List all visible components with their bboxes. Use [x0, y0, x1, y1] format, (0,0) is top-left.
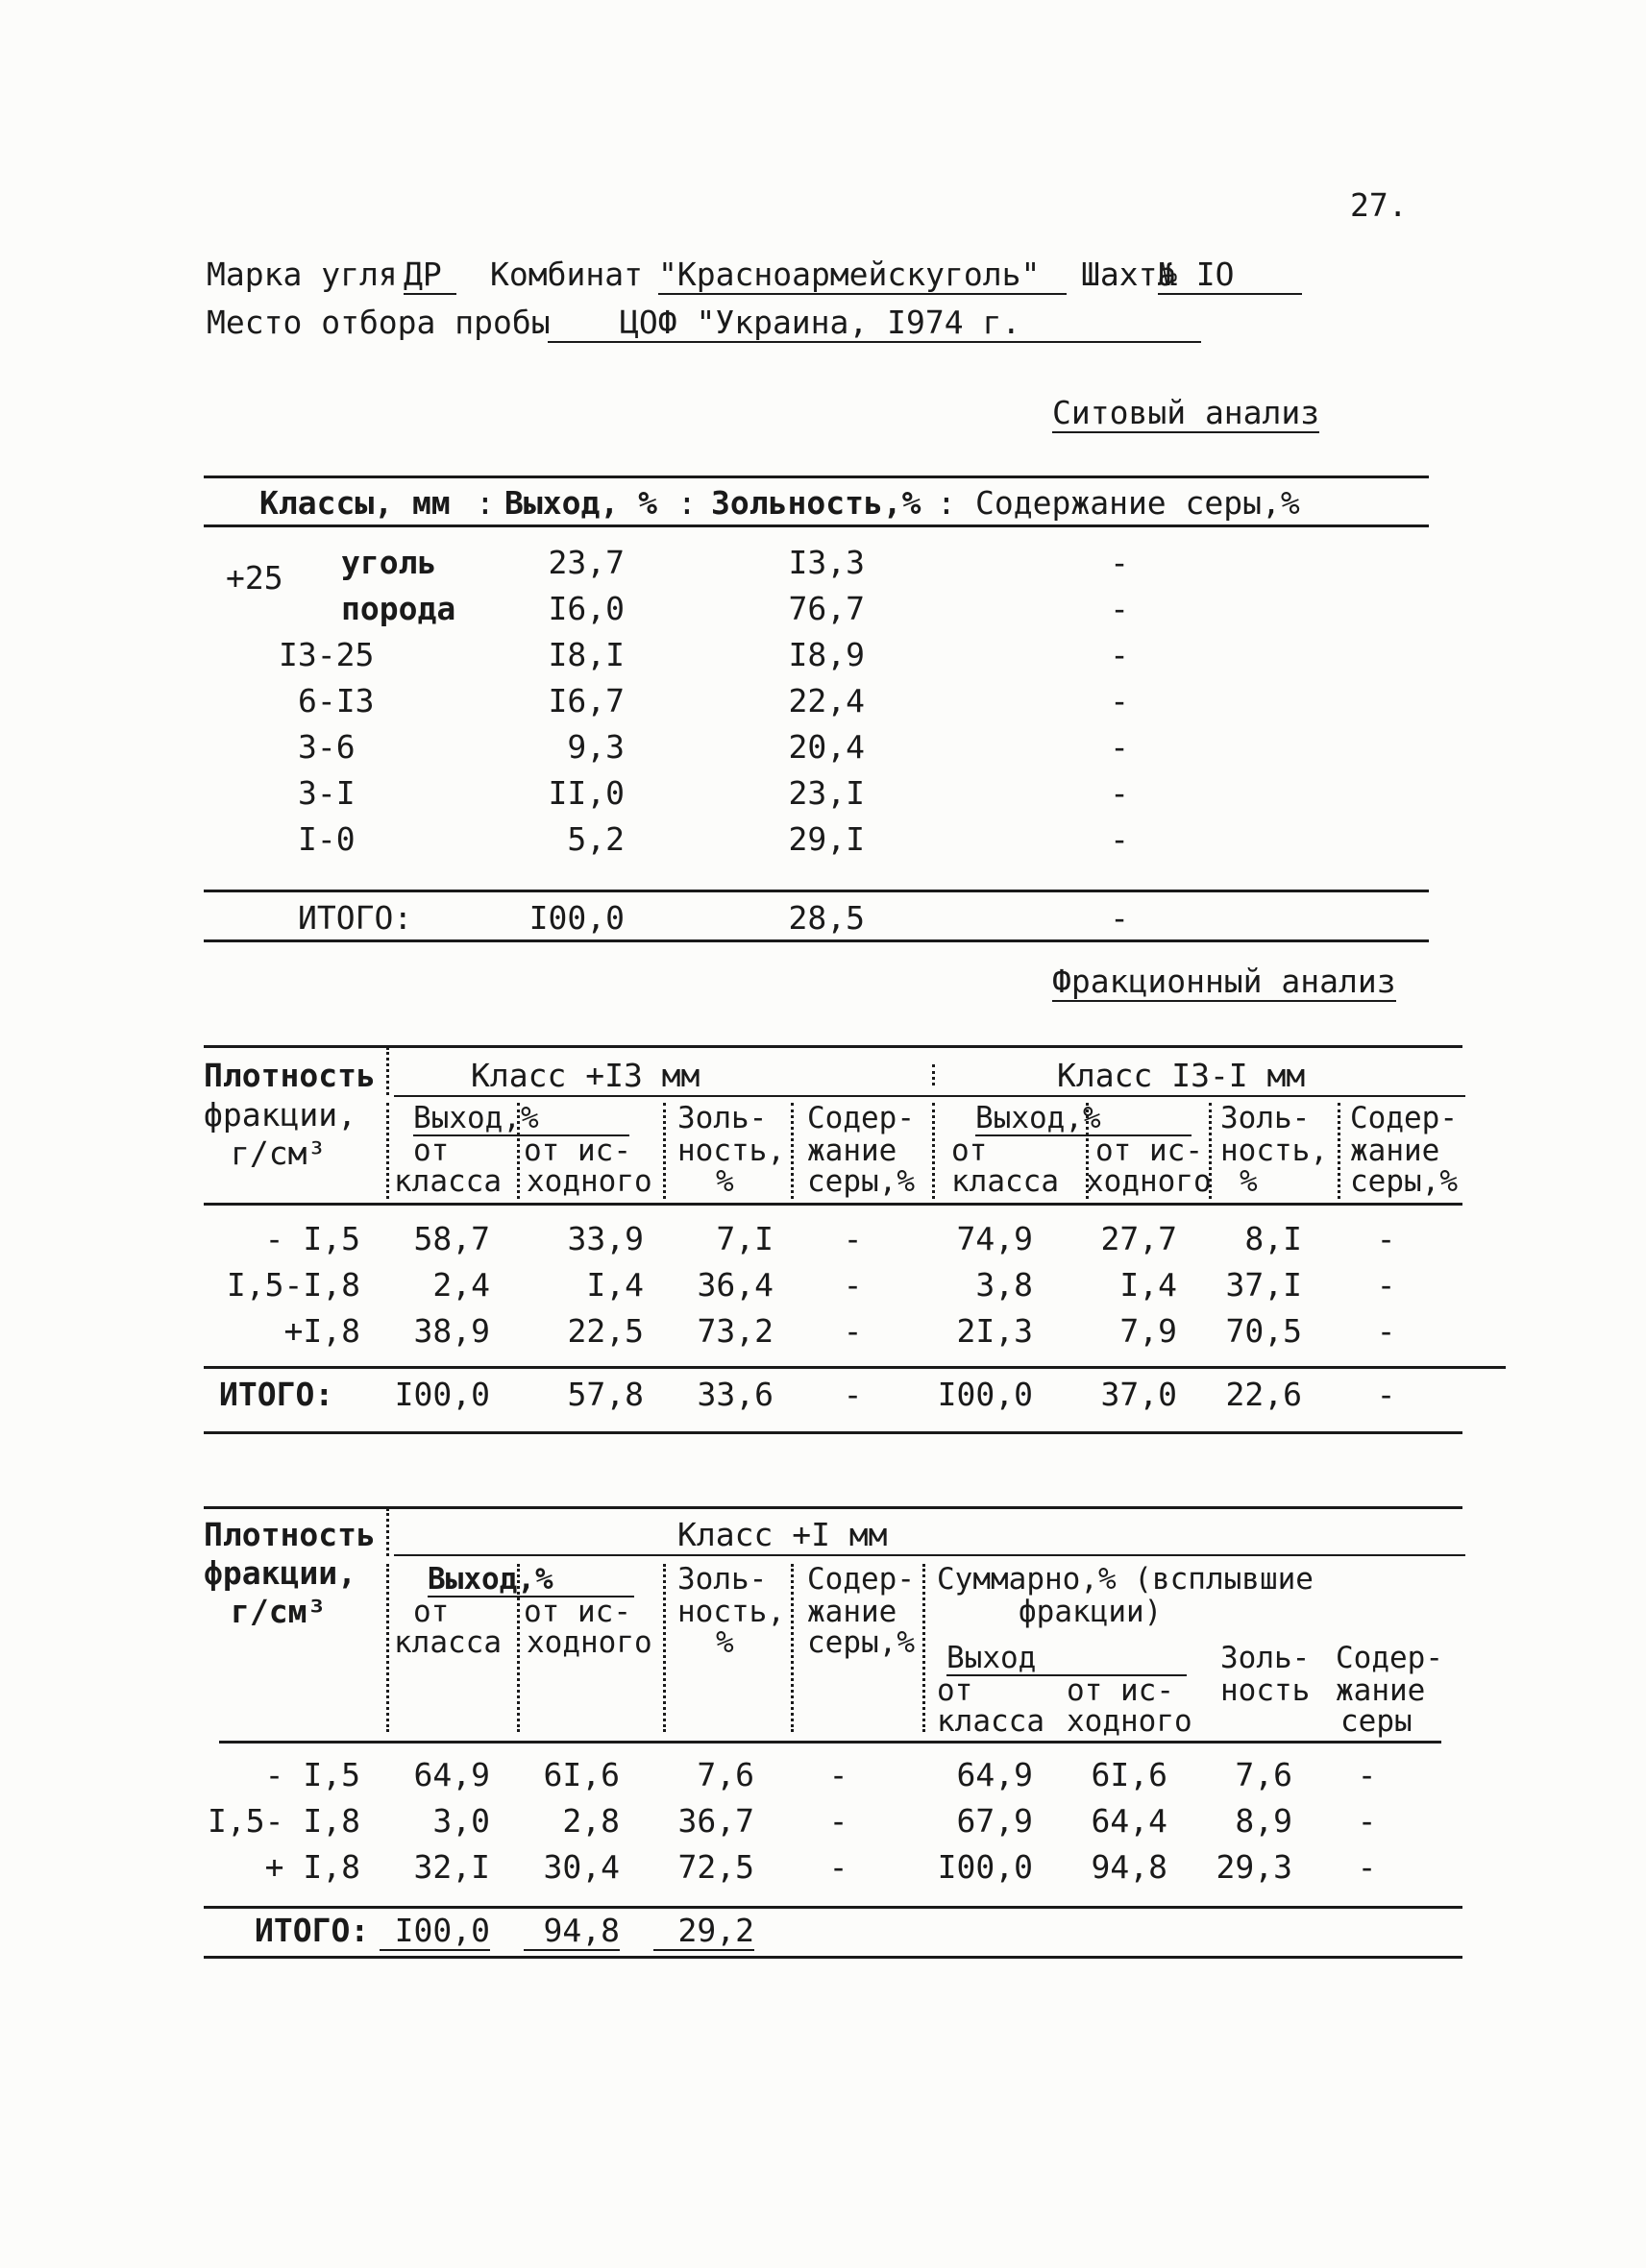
fraction-column-dots	[1338, 1103, 1340, 1199]
cumulative-sum-from-class: от	[937, 1673, 973, 1708]
fraction-density-cell: I,5-I,8	[226, 1266, 360, 1304]
fraction-total-b-sulfur-cell: -	[1376, 1376, 1396, 1413]
fraction-a-source-cell: 33,9	[567, 1220, 644, 1257]
sieve-header-sep: :	[476, 484, 495, 522]
fraction-a-sulfur-cell: -	[843, 1312, 863, 1350]
cumulative-source-cell: 30,4	[543, 1848, 620, 1886]
fraction-header-rule	[204, 1203, 1462, 1206]
cumulative-sum-sulfur: серы	[1340, 1704, 1413, 1739]
sieve-ash-cell: 76,7	[788, 590, 865, 627]
sieve-total-rule	[204, 890, 1429, 892]
sieve-yield-cell: 9,3	[567, 728, 625, 766]
cumulative-sum-sulfur: Содер-	[1336, 1641, 1443, 1675]
cumulative-density-cell: I,5- I,8	[208, 1802, 360, 1840]
fraction-b-source-cell: I,4	[1119, 1266, 1177, 1304]
cumulative-sulfur: серы,%	[807, 1625, 915, 1660]
cumulative-sum-yield: Выход	[946, 1643, 1187, 1676]
cumulative-total-class: I00,0	[380, 1914, 490, 1951]
cumulative-sulfur: жание	[807, 1595, 897, 1629]
sample-label: Место отбора пробы	[207, 304, 551, 341]
cumulative-sum-source-cell: 6I,6	[1091, 1756, 1167, 1793]
fraction-a-ash: ность,	[677, 1134, 785, 1168]
cumulative-class-c: Класс +I мм	[677, 1516, 888, 1553]
sieve-total-ash: 28,5	[788, 899, 865, 937]
fraction-total-a-ash-cell: 33,6	[697, 1376, 774, 1413]
sieve-ash-cell: 23,I	[788, 774, 865, 812]
fraction-b-sulfur: серы,%	[1350, 1164, 1458, 1199]
fraction-b-from-class: класса	[951, 1164, 1059, 1199]
fraction-b-ash-cell: 8,I	[1244, 1220, 1302, 1257]
fraction-a-from-class: от	[413, 1134, 450, 1168]
fraction-a-sulfur-cell: -	[843, 1220, 863, 1257]
cumulative-sum-ash: ность	[1220, 1673, 1311, 1708]
cumulative-sulfur-cell: -	[828, 1756, 848, 1793]
cumulative-sum-head: Суммарно,% (всплывшие	[937, 1562, 1314, 1597]
sieve-total-label: ИТОГО:	[298, 899, 413, 937]
sieve-yield-cell: 23,7	[548, 544, 625, 581]
sieve-class-cell: 6-I3	[298, 682, 375, 719]
cumulative-density-cell: + I,8	[264, 1848, 360, 1886]
fraction-b-ash-cell: 37,I	[1225, 1266, 1302, 1304]
fraction-density-head: Плотность	[204, 1057, 376, 1094]
brand-label: Марка угля	[207, 256, 398, 293]
fraction-a-class-cell: 58,7	[413, 1220, 490, 1257]
fraction-column-dots	[1209, 1103, 1212, 1199]
fraction-b-class-cell: 2I,3	[956, 1312, 1033, 1350]
cumulative-from-source: ходного	[527, 1625, 652, 1660]
sieve-yield-cell: II,0	[548, 774, 625, 812]
sieve-total-sulfur: -	[1110, 899, 1129, 937]
fraction-a-class-cell: 38,9	[413, 1312, 490, 1350]
cumulative-sum-sulfur-cell: -	[1357, 1848, 1377, 1886]
fraction-a-from-class: класса	[394, 1164, 502, 1199]
cumulative-class-cell: 32,I	[413, 1848, 490, 1886]
sieve-sulfur-cell: -	[1110, 774, 1129, 812]
fraction-b-sulfur: Содер-	[1350, 1101, 1458, 1135]
cumulative-ash: %	[716, 1625, 734, 1660]
cumulative-source-cell: 2,8	[562, 1802, 620, 1840]
fraction-a-from-source: от ис-	[524, 1134, 631, 1168]
sieve-top-rule	[204, 476, 1429, 478]
cumulative-ash-cell: 36,7	[677, 1802, 754, 1840]
cumulative-source-cell: 6I,6	[543, 1756, 620, 1793]
cumulative-density-head: Плотность	[204, 1516, 376, 1553]
fraction-a-ash: %	[716, 1164, 734, 1199]
fraction-a-source-cell: 22,5	[567, 1312, 644, 1350]
sieve-sulfur-cell: -	[1110, 544, 1129, 581]
fraction-column-dots	[663, 1103, 666, 1199]
brand-value: ДР	[404, 257, 456, 295]
cumulative-sum-from-source: ходного	[1067, 1704, 1192, 1739]
cumulative-sum-sulfur-cell: -	[1357, 1802, 1377, 1840]
mine-label: Шахта	[1081, 256, 1177, 293]
cumulative-bottom-rule	[204, 1956, 1462, 1959]
cumulative-sum-class-cell: 64,9	[956, 1756, 1033, 1793]
cumulative-density-cell: - I,5	[264, 1756, 360, 1793]
fraction-a-from-source: ходного	[527, 1164, 652, 1199]
combine-label: Комбинат	[490, 256, 643, 293]
fraction-density-head: фракции,	[204, 1096, 356, 1134]
cumulative-column-dots	[922, 1564, 925, 1732]
sieve-header-sep: :	[677, 484, 697, 522]
sieve-sulfur-cell: -	[1110, 636, 1129, 673]
cumulative-sum-class-cell: 67,9	[956, 1802, 1033, 1840]
fraction-column-dots	[932, 1064, 935, 1085]
cumulative-sum-sulfur-cell: -	[1357, 1756, 1377, 1793]
fraction-b-from-class: от	[951, 1134, 988, 1168]
sieve-ash-cell: 20,4	[788, 728, 865, 766]
fraction-b-sulfur-cell: -	[1376, 1266, 1396, 1304]
cumulative-sum-class-cell: I00,0	[937, 1848, 1033, 1886]
sieve-class-cell: I3-25	[279, 636, 375, 673]
fraction-top-rule	[204, 1045, 1462, 1048]
fraction-a-class-cell: 2,4	[432, 1266, 490, 1304]
cumulative-header-rule	[219, 1741, 1441, 1744]
fraction-column-dots	[791, 1103, 794, 1199]
cumulative-sulfur-cell: -	[828, 1802, 848, 1840]
cumulative-sum-ash-cell: 29,3	[1216, 1848, 1292, 1886]
cumulative-sulfur-cell: -	[828, 1848, 848, 1886]
sieve-header-yield: Выход, %	[504, 484, 657, 522]
fraction-density-cell: - I,5	[264, 1220, 360, 1257]
fraction-total-density-cell: ИТОГО:	[219, 1376, 334, 1413]
cumulative-from-source: от ис-	[524, 1595, 631, 1629]
cumulative-column-dots	[791, 1564, 794, 1732]
sieve-sulfur-cell: -	[1110, 682, 1129, 719]
cumulative-ash-cell: 72,5	[677, 1848, 754, 1886]
sieve-class-cell: порода	[341, 590, 456, 627]
fraction-b-from-source: от ис-	[1095, 1134, 1203, 1168]
cumulative-class-cell: 3,0	[432, 1802, 490, 1840]
fraction-b-from-source: ходного	[1086, 1164, 1212, 1199]
cumulative-sum-sulfur: жание	[1336, 1673, 1426, 1708]
sieve-sulfur-cell: -	[1110, 820, 1129, 858]
fraction-a-sulfur: Содер-	[807, 1101, 915, 1135]
cumulative-from-class: класса	[394, 1625, 502, 1660]
fraction-b-class-cell: 3,8	[975, 1266, 1033, 1304]
cumulative-density-head: фракции,	[204, 1554, 356, 1592]
cumulative-sum-head: фракции)	[1019, 1595, 1163, 1629]
sieve-class-cell: 3-6	[298, 728, 356, 766]
sieve-yield-cell: 5,2	[567, 820, 625, 858]
fraction-title: Фракционный анализ	[1052, 963, 1396, 1000]
fraction-b-source-cell: 27,7	[1100, 1220, 1177, 1257]
sieve-sulfur-cell: -	[1110, 728, 1129, 766]
sieve-sulfur-cell: -	[1110, 590, 1129, 627]
sieve-ash-cell: 29,I	[788, 820, 865, 858]
cumulative-total-rule	[204, 1906, 1462, 1909]
fraction-b-ash: ность,	[1220, 1134, 1328, 1168]
fraction-total-a-source-cell: 57,8	[567, 1376, 644, 1413]
sieve-total-yield: I00,0	[528, 899, 625, 937]
fraction-a-ash-cell: 7,I	[716, 1220, 774, 1257]
sieve-yield-cell: I6,0	[548, 590, 625, 627]
cumulative-sum-from-source: от ис-	[1067, 1673, 1174, 1708]
sieve-yield-cell: I6,7	[548, 682, 625, 719]
fraction-total-rule	[204, 1366, 1506, 1369]
fraction-a-sulfur: серы,%	[807, 1164, 915, 1199]
fraction-b-ash-cell: 70,5	[1225, 1312, 1302, 1350]
sieve-title: Ситовый анализ	[1052, 394, 1320, 431]
cumulative-from-class: от	[413, 1595, 450, 1629]
sieve-ash-cell: 22,4	[788, 682, 865, 719]
fraction-total-b-class-cell: I00,0	[937, 1376, 1033, 1413]
sieve-header-rule	[204, 524, 1429, 527]
fraction-column-dots	[932, 1103, 935, 1199]
fraction-bottom-rule	[204, 1431, 1462, 1434]
mine-value: № IO	[1158, 257, 1302, 295]
fraction-a-yield-head: Выход,%	[413, 1103, 629, 1136]
fraction-b-sulfur-cell: -	[1376, 1312, 1396, 1350]
sieve-class-cell: I-0	[298, 820, 356, 858]
sieve-big-class: +25	[226, 559, 283, 597]
fraction-total-a-sulfur-cell: -	[843, 1376, 863, 1413]
fraction-total-b-source-cell: 37,0	[1100, 1376, 1177, 1413]
fraction-class-rule	[394, 1095, 1465, 1097]
sieve-class-cell: уголь	[341, 544, 437, 581]
cumulative-total-label: ИТОГО:	[255, 1912, 370, 1949]
fraction-column-dots	[517, 1103, 520, 1199]
sieve-header-sep: :	[937, 484, 956, 522]
fraction-density-cell: +I,8	[283, 1312, 360, 1350]
combine-value: "Красноармейскуголь"	[658, 257, 1067, 295]
sieve-class-cell: 3-I	[298, 774, 356, 812]
cumulative-total-ash: 29,2	[653, 1914, 754, 1951]
fraction-total-b-ash-cell: 22,6	[1225, 1376, 1302, 1413]
cumulative-class-cell: 64,9	[413, 1756, 490, 1793]
sieve-bottom-rule	[204, 939, 1429, 942]
fraction-a-sulfur-cell: -	[843, 1266, 863, 1304]
fraction-b-sulfur-cell: -	[1376, 1220, 1396, 1257]
fraction-class-b: Класс I3-I мм	[1057, 1057, 1306, 1094]
cumulative-density-head: г/см³	[231, 1593, 327, 1630]
fraction-density-head: г/см³	[231, 1134, 327, 1172]
fraction-b-source-cell: 7,9	[1119, 1312, 1177, 1350]
fraction-column-dots	[386, 1047, 389, 1095]
cumulative-class-rule	[394, 1554, 1465, 1556]
cumulative-ash: Золь-	[677, 1562, 768, 1597]
fraction-column-dots	[386, 1103, 389, 1199]
fraction-a-ash-cell: 36,4	[697, 1266, 774, 1304]
cumulative-column-dots	[386, 1564, 389, 1732]
cumulative-sum-ash: Золь-	[1220, 1641, 1311, 1675]
sieve-header-ash: Зольность,%	[711, 484, 921, 522]
sieve-header-sulfur: Содержание серы,%	[975, 484, 1300, 522]
cumulative-column-dots	[517, 1564, 520, 1732]
cumulative-column-dots	[663, 1564, 666, 1732]
fraction-b-ash: Золь-	[1220, 1101, 1311, 1135]
fraction-a-ash-cell: 73,2	[697, 1312, 774, 1350]
fraction-total-a-class-cell: I00,0	[394, 1376, 490, 1413]
sieve-ash-cell: I3,3	[788, 544, 865, 581]
cumulative-sulfur: Содер-	[807, 1562, 915, 1597]
sieve-yield-cell: I8,I	[548, 636, 625, 673]
cumulative-ash: ность,	[677, 1595, 785, 1629]
sieve-header-class: Классы, мм	[259, 484, 451, 522]
cumulative-yield-head: Выход,%	[428, 1564, 634, 1597]
fraction-column-dots	[1086, 1103, 1089, 1199]
cumulative-ash-cell: 7,6	[697, 1756, 754, 1793]
sample-value: ЦОФ "Украина, I974 г.	[548, 305, 1201, 343]
fraction-a-sulfur: жание	[807, 1134, 897, 1168]
fraction-b-sulfur: жание	[1350, 1134, 1440, 1168]
cumulative-column-dots	[386, 1508, 389, 1556]
cumulative-sum-ash-cell: 8,9	[1235, 1802, 1292, 1840]
cumulative-sum-source-cell: 94,8	[1091, 1848, 1167, 1886]
cumulative-sum-source-cell: 64,4	[1091, 1802, 1167, 1840]
fraction-class-a: Класс +I3 мм	[471, 1057, 700, 1094]
fraction-b-yield-head: Выход,%	[975, 1103, 1192, 1136]
page-number: 27.	[1350, 186, 1408, 224]
cumulative-sum-from-class: класса	[937, 1704, 1044, 1739]
sieve-ash-cell: I8,9	[788, 636, 865, 673]
fraction-b-ash: %	[1240, 1164, 1258, 1199]
fraction-a-ash: Золь-	[677, 1101, 768, 1135]
cumulative-sum-ash-cell: 7,6	[1235, 1756, 1292, 1793]
cumulative-top-rule	[204, 1506, 1462, 1509]
fraction-a-source-cell: I,4	[586, 1266, 644, 1304]
fraction-b-class-cell: 74,9	[956, 1220, 1033, 1257]
cumulative-total-source: 94,8	[524, 1914, 620, 1951]
